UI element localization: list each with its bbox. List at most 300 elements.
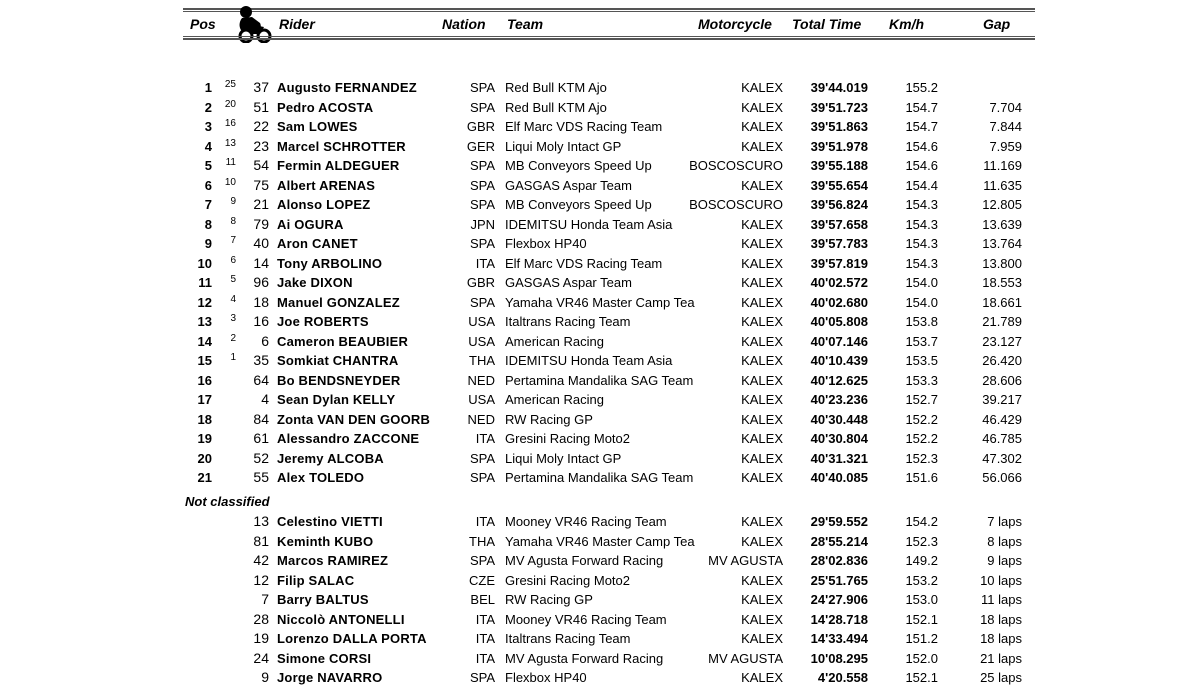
position-cell: 10 [197, 255, 212, 271]
rider-name-cell: Jeremy ALCOBA [277, 450, 384, 466]
nation-cell: THA [469, 353, 495, 368]
motorcycle-cell: KALEX [741, 294, 783, 310]
position-cell: 14 [197, 333, 212, 349]
total-time-cell: 24'27.906 [810, 592, 868, 607]
total-time-cell: 40'12.625 [810, 372, 868, 388]
col-header-pos: Pos [190, 16, 216, 32]
col-header-motorcycle: Motorcycle [698, 16, 772, 32]
position-cell: 8 [204, 216, 212, 232]
header-rule-bottom-thin [183, 36, 1035, 37]
rider-name-cell: Ai OGURA [277, 216, 344, 232]
speed-cell: 152.3 [905, 533, 938, 549]
rider-number-cell: 75 [253, 176, 269, 193]
team-cell: Red Bull KTM Ajo [505, 99, 607, 115]
total-time-cell: 39'55.188 [810, 158, 868, 173]
speed-cell: 154.3 [905, 216, 938, 232]
gap-cell: 11 laps [981, 592, 1022, 607]
rider-number-cell: 7 [261, 591, 269, 607]
motorcycle-cell: KALEX [741, 314, 783, 329]
points-cell: 13 [224, 137, 236, 149]
rider-name-cell: Alonso LOPEZ [277, 197, 371, 212]
rider-name-cell: Marcos RAMIREZ [277, 553, 389, 568]
rider-name-cell: Fermin ALDEGUER [277, 158, 400, 173]
total-time-cell: 40'07.146 [810, 333, 868, 349]
team-cell: Italtrans Racing Team [505, 631, 631, 646]
table-row [0, 215, 1200, 234]
motorcycle-cell: KALEX [741, 533, 783, 549]
rider-name-cell: Celestino VIETTI [277, 514, 383, 529]
gap-cell: 25 laps [980, 670, 1022, 685]
team-cell: Yamaha VR46 Master Camp Tea [505, 294, 695, 310]
team-cell: American Racing [505, 392, 604, 407]
speed-cell: 153.3 [905, 372, 938, 388]
nation-cell: SPA [469, 450, 495, 466]
total-time-cell: 14'33.494 [810, 631, 868, 646]
motorcycle-cell: KALEX [741, 255, 783, 271]
position-cell: 2 [204, 99, 212, 115]
rider-name-cell: Aron CANET [277, 236, 358, 251]
motorcycle-cell: KALEX [741, 119, 783, 134]
rider-name-cell: Sean Dylan KELLY [277, 392, 396, 407]
motorcycle-cell: KALEX [741, 236, 783, 251]
nation-cell: ITA [475, 514, 495, 529]
team-cell: Italtrans Racing Team [505, 314, 631, 329]
position-cell: 4 [204, 138, 212, 154]
table-row [0, 610, 1200, 629]
nation-cell: SPA [469, 553, 495, 568]
motorcycle-cell: KALEX [741, 333, 783, 349]
motorcycle-cell: MV AGUSTA [708, 553, 783, 568]
total-time-cell: 4'20.558 [817, 670, 868, 685]
speed-cell: 154.3 [905, 255, 938, 271]
rider-number-cell: 54 [253, 157, 269, 173]
speed-cell: 154.0 [905, 275, 938, 290]
total-time-cell: 39'51.978 [810, 138, 868, 154]
motorcycle-cell: KALEX [741, 177, 783, 193]
total-time-cell: 40'23.236 [810, 392, 868, 407]
position-cell: 1 [204, 80, 212, 95]
gap-cell: 18.661 [982, 294, 1022, 310]
motorcycle-cell: KALEX [741, 372, 783, 388]
points-cell: 3 [230, 313, 236, 324]
table-row [0, 410, 1200, 429]
nation-cell: GBR [466, 275, 495, 290]
team-cell: Mooney VR46 Racing Team [505, 514, 667, 529]
rider-name-cell: Filip SALAC [277, 572, 355, 588]
table-row [0, 649, 1200, 668]
nation-cell: SPA [469, 80, 495, 95]
position-cell: 18 [197, 411, 212, 427]
total-time-cell: 40'10.439 [810, 353, 868, 368]
table-row [0, 332, 1200, 351]
gap-cell: 11.635 [983, 177, 1022, 193]
table-row [0, 532, 1200, 551]
gap-cell: 18 laps [980, 631, 1022, 646]
rider-name-cell: Jake DIXON [277, 275, 353, 290]
rider-name-cell: Zonta VAN DEN GOORB [277, 411, 431, 427]
table-row [0, 668, 1200, 687]
rider-number-cell: 96 [253, 274, 269, 290]
motorcycle-cell: KALEX [741, 80, 783, 95]
nation-cell: GBR [466, 119, 495, 134]
header-rule-top [183, 8, 1035, 10]
table-row [0, 590, 1200, 609]
position-cell: 17 [197, 392, 212, 407]
rider-name-cell: Manuel GONZALEZ [277, 294, 400, 310]
rider-number-cell: 22 [253, 118, 269, 134]
team-cell: IDEMITSU Honda Team Asia [505, 353, 673, 368]
points-cell: 25 [224, 79, 236, 90]
speed-cell: 152.2 [905, 431, 938, 446]
speed-cell: 154.4 [905, 177, 938, 193]
table-row [0, 156, 1200, 175]
table-row [0, 293, 1200, 312]
col-header-rider: Rider [279, 16, 315, 32]
gap-cell: 13.800 [982, 255, 1022, 271]
table-row [0, 351, 1200, 370]
motorcycle-cell: BOSCOSCURO [689, 158, 783, 173]
total-time-cell: 39'55.654 [810, 177, 868, 193]
motorcycle-cell: KALEX [741, 670, 783, 685]
table-row [0, 449, 1200, 468]
gap-cell: 18.553 [982, 275, 1022, 290]
speed-cell: 154.7 [905, 119, 938, 134]
col-header-gap: Gap [983, 16, 1011, 32]
total-time-cell: 40'05.808 [810, 314, 868, 329]
team-cell: American Racing [505, 333, 604, 349]
rider-number-cell: 21 [253, 196, 269, 212]
nation-cell: USA [468, 333, 495, 349]
nation-cell: SPA [469, 294, 495, 310]
speed-cell: 154.2 [905, 514, 938, 529]
nation-cell: SPA [469, 236, 495, 251]
nation-cell: SPA [469, 670, 495, 685]
team-cell: IDEMITSU Honda Team Asia [505, 216, 673, 232]
table-row [0, 429, 1200, 448]
total-time-cell: 39'51.863 [810, 119, 868, 134]
rider-name-cell: Alex TOLEDO [277, 470, 365, 485]
rider-number-cell: 55 [253, 469, 269, 485]
position-cell: 13 [197, 314, 212, 329]
position-cell: 15 [197, 353, 212, 368]
gap-cell: 8 laps [987, 533, 1022, 549]
motorcycle-cell: KALEX [741, 592, 783, 607]
total-time-cell: 10'08.295 [810, 650, 868, 666]
total-time-cell: 39'44.019 [810, 80, 868, 95]
table-row [0, 551, 1200, 570]
speed-cell: 153.2 [905, 572, 938, 588]
team-cell: Gresini Racing Moto2 [505, 431, 630, 446]
team-cell: Liqui Moly Intact GP [505, 138, 622, 154]
nation-cell: SPA [469, 158, 495, 173]
points-cell: 7 [230, 235, 236, 246]
rider-number-cell: 35 [253, 352, 269, 368]
points-cell: 10 [224, 176, 236, 188]
rider-name-cell: Cameron BEAUBIER [277, 333, 409, 349]
points-cell: 2 [230, 332, 236, 344]
speed-cell: 154.6 [905, 138, 938, 154]
position-cell: 11 [198, 275, 212, 290]
col-header-nation: Nation [442, 16, 486, 32]
table-row [0, 273, 1200, 292]
position-cell: 16 [197, 372, 212, 388]
speed-cell: 154.7 [905, 99, 938, 115]
rider-number-cell: 18 [253, 293, 269, 310]
points-cell: 16 [224, 118, 236, 129]
position-cell: 9 [204, 236, 212, 251]
team-cell: Mooney VR46 Racing Team [505, 611, 667, 627]
rider-number-cell: 64 [253, 371, 269, 388]
motorcycle-cell: KALEX [741, 138, 783, 154]
gap-cell: 7.844 [989, 119, 1022, 134]
team-cell: RW Racing GP [505, 592, 593, 607]
motorcycle-cell: KALEX [741, 392, 783, 407]
speed-cell: 152.1 [905, 611, 938, 627]
motorcycle-cell: KALEX [741, 99, 783, 115]
gap-cell: 13.639 [982, 216, 1022, 232]
team-cell: Pertamina Mandalika SAG Team [505, 470, 694, 485]
gap-cell: 12.805 [982, 197, 1022, 212]
motorcycle-cell: MV AGUSTA [708, 650, 783, 666]
speed-cell: 153.0 [905, 592, 938, 607]
total-time-cell: 40'30.804 [810, 431, 868, 446]
rider-name-cell: Alessandro ZACCONE [277, 431, 420, 446]
position-cell: 20 [197, 450, 212, 466]
nation-cell: SPA [469, 177, 495, 193]
nation-cell: ITA [475, 611, 495, 627]
rider-number-cell: 37 [253, 79, 269, 95]
gap-cell: 11.169 [983, 158, 1022, 173]
motorcycle-cell: KALEX [741, 450, 783, 466]
speed-cell: 152.3 [905, 450, 938, 466]
rider-number-cell: 42 [253, 552, 269, 568]
team-cell: GASGAS Aspar Team [505, 275, 632, 290]
position-cell: 21 [197, 470, 212, 485]
rider-name-cell: Albert ARENAS [277, 177, 376, 193]
points-cell: 8 [230, 215, 236, 227]
rider-name-cell: Bo BENDSNEYDER [277, 372, 401, 388]
motorcycle-cell: KALEX [741, 514, 783, 529]
total-time-cell: 39'57.783 [810, 236, 868, 251]
table-row [0, 78, 1200, 97]
gap-cell: 13.764 [982, 236, 1022, 251]
rider-name-cell: Somkiat CHANTRA [277, 353, 399, 368]
motorcycle-cell: KALEX [741, 631, 783, 646]
rider-name-cell: Pedro ACOSTA [277, 99, 374, 115]
rider-number-cell: 40 [253, 235, 269, 251]
gap-cell: 46.429 [982, 411, 1022, 427]
table-row [0, 468, 1200, 487]
gap-cell: 26.420 [982, 353, 1022, 368]
total-time-cell: 40'40.085 [810, 470, 868, 485]
total-time-cell: 14'28.718 [810, 611, 868, 627]
nation-cell: NED [467, 411, 495, 427]
total-time-cell: 28'02.836 [810, 553, 868, 568]
speed-cell: 154.6 [905, 158, 938, 173]
gap-cell: 23.127 [982, 333, 1022, 349]
speed-cell: 155.2 [905, 80, 938, 95]
total-time-cell: 39'57.658 [810, 216, 868, 232]
table-row [0, 371, 1200, 390]
motorcycle-cell: KALEX [741, 216, 783, 232]
rider-number-cell: 23 [253, 137, 269, 154]
rider-number-cell: 4 [261, 391, 269, 407]
speed-cell: 152.7 [905, 392, 938, 407]
speed-cell: 149.2 [905, 553, 938, 568]
col-header-kmh: Km/h [889, 16, 924, 32]
rider-name-cell: Keminth KUBO [277, 533, 374, 549]
table-row [0, 176, 1200, 195]
table-row [0, 234, 1200, 253]
speed-cell: 153.8 [905, 314, 938, 329]
rider-name-cell: Joe ROBERTS [277, 314, 369, 329]
team-cell: MV Agusta Forward Racing [505, 650, 664, 666]
nation-cell: THA [469, 533, 495, 549]
motorcycle-cell: KALEX [741, 353, 783, 368]
gap-cell: 7.959 [989, 138, 1022, 154]
total-time-cell: 40'31.321 [810, 450, 868, 466]
gap-cell: 21 laps [980, 650, 1022, 666]
rider-name-cell: Tony ARBOLINO [277, 255, 383, 271]
speed-cell: 153.5 [905, 353, 938, 368]
team-cell: Yamaha VR46 Master Camp Tea [505, 533, 695, 549]
motorcycle-cell: KALEX [741, 470, 783, 485]
total-time-cell: 28'55.214 [810, 533, 868, 549]
rider-name-cell: Sam LOWES [277, 119, 358, 134]
rider-number-cell: 24 [253, 649, 269, 666]
position-cell: 7 [204, 197, 212, 212]
team-cell: GASGAS Aspar Team [505, 177, 632, 193]
team-cell: RW Racing GP [505, 411, 593, 427]
table-row [0, 571, 1200, 590]
rider-name-cell: Marcel SCHROTTER [277, 138, 406, 154]
motorcycle-rider-icon [234, 3, 274, 43]
gap-cell: 7 laps [987, 514, 1022, 529]
points-cell: 6 [230, 254, 236, 266]
rider-name-cell: Niccolò ANTONELLI [277, 611, 405, 627]
speed-cell: 152.2 [905, 411, 938, 427]
position-cell: 3 [204, 119, 212, 134]
points-cell: 9 [230, 196, 236, 207]
points-cell: 20 [224, 98, 236, 110]
speed-cell: 154.0 [905, 294, 938, 310]
total-time-cell: 39'56.824 [810, 197, 868, 212]
total-time-cell: 39'57.819 [810, 255, 868, 271]
nation-cell: NED [467, 372, 495, 388]
nation-cell: ITA [475, 431, 495, 446]
position-cell: 5 [204, 158, 212, 173]
team-cell: Elf Marc VDS Racing Team [505, 119, 663, 134]
speed-cell: 154.3 [905, 197, 938, 212]
rider-number-cell: 12 [253, 571, 269, 588]
position-cell: 6 [204, 177, 212, 193]
nation-cell: CZE [469, 572, 495, 588]
rider-name-cell: Jorge NAVARRO [277, 670, 383, 685]
team-cell: MB Conveyors Speed Up [505, 158, 652, 173]
table-row [0, 254, 1200, 273]
rider-number-cell: 19 [253, 630, 269, 646]
motorcycle-cell: BOSCOSCURO [689, 197, 783, 212]
gap-cell: 46.785 [982, 431, 1022, 446]
col-header-team: Team [507, 16, 544, 32]
rider-name-cell: Barry BALTUS [277, 592, 369, 607]
points-cell: 1 [230, 352, 236, 363]
total-time-cell: 25'51.765 [810, 572, 868, 588]
table-row [0, 512, 1200, 531]
speed-cell: 151.2 [905, 631, 938, 646]
header-rule-bottom [183, 38, 1035, 40]
nation-cell: USA [468, 314, 495, 329]
rider-number-cell: 52 [253, 449, 269, 466]
team-cell: Gresini Racing Moto2 [505, 572, 630, 588]
nation-cell: ITA [475, 650, 495, 666]
points-cell: 5 [230, 274, 236, 285]
rider-name-cell: Simone CORSI [277, 650, 372, 666]
motorcycle-cell: KALEX [741, 431, 783, 446]
position-cell: 12 [197, 294, 212, 310]
rider-number-cell: 61 [253, 430, 269, 446]
table-row [0, 137, 1200, 156]
table-row [0, 390, 1200, 409]
table-row [0, 98, 1200, 117]
header-rule-top-thin [183, 11, 1035, 12]
team-cell: MB Conveyors Speed Up [505, 197, 652, 212]
gap-cell: 21.789 [982, 314, 1022, 329]
gap-cell: 39.217 [982, 392, 1022, 407]
rider-number-cell: 6 [261, 332, 269, 349]
motorcycle-cell: KALEX [741, 411, 783, 427]
rider-number-cell: 13 [253, 513, 269, 529]
col-header-total-time: Total Time [792, 16, 862, 32]
points-cell: 11 [225, 157, 236, 168]
gap-cell: 9 laps [987, 553, 1022, 568]
gap-cell: 28.606 [982, 372, 1022, 388]
rider-number-cell: 81 [253, 532, 269, 549]
rider-number-cell: 84 [253, 410, 269, 427]
nation-cell: JPN [470, 216, 495, 232]
total-time-cell: 40'02.572 [810, 275, 868, 290]
rider-number-cell: 79 [253, 215, 269, 232]
team-cell: MV Agusta Forward Racing [505, 553, 664, 568]
team-cell: Flexbox HP40 [505, 236, 587, 251]
table-row [0, 195, 1200, 214]
nation-cell: BEL [470, 592, 495, 607]
rider-number-cell: 28 [253, 610, 269, 627]
nation-cell: ITA [475, 631, 495, 646]
speed-cell: 153.7 [905, 333, 938, 349]
rider-number-cell: 51 [253, 98, 269, 115]
speed-cell: 151.6 [905, 470, 938, 485]
team-cell: Elf Marc VDS Racing Team [505, 255, 663, 271]
rider-number-cell: 14 [253, 254, 269, 271]
nation-cell: SPA [469, 99, 495, 115]
table-row [0, 629, 1200, 648]
gap-cell: 18 laps [980, 611, 1022, 627]
table-row [0, 117, 1200, 136]
team-cell: Flexbox HP40 [505, 670, 587, 685]
total-time-cell: 29'59.552 [810, 514, 868, 529]
speed-cell: 154.3 [905, 236, 938, 251]
nation-cell: SPA [469, 470, 495, 485]
motorcycle-cell: KALEX [741, 572, 783, 588]
total-time-cell: 40'30.448 [810, 411, 868, 427]
nation-cell: USA [468, 392, 495, 407]
total-time-cell: 39'51.723 [810, 99, 868, 115]
gap-cell: 47.302 [982, 450, 1022, 466]
gap-cell: 56.066 [982, 470, 1022, 485]
rider-name-cell: Augusto FERNANDEZ [277, 80, 417, 95]
motorcycle-cell: KALEX [741, 611, 783, 627]
